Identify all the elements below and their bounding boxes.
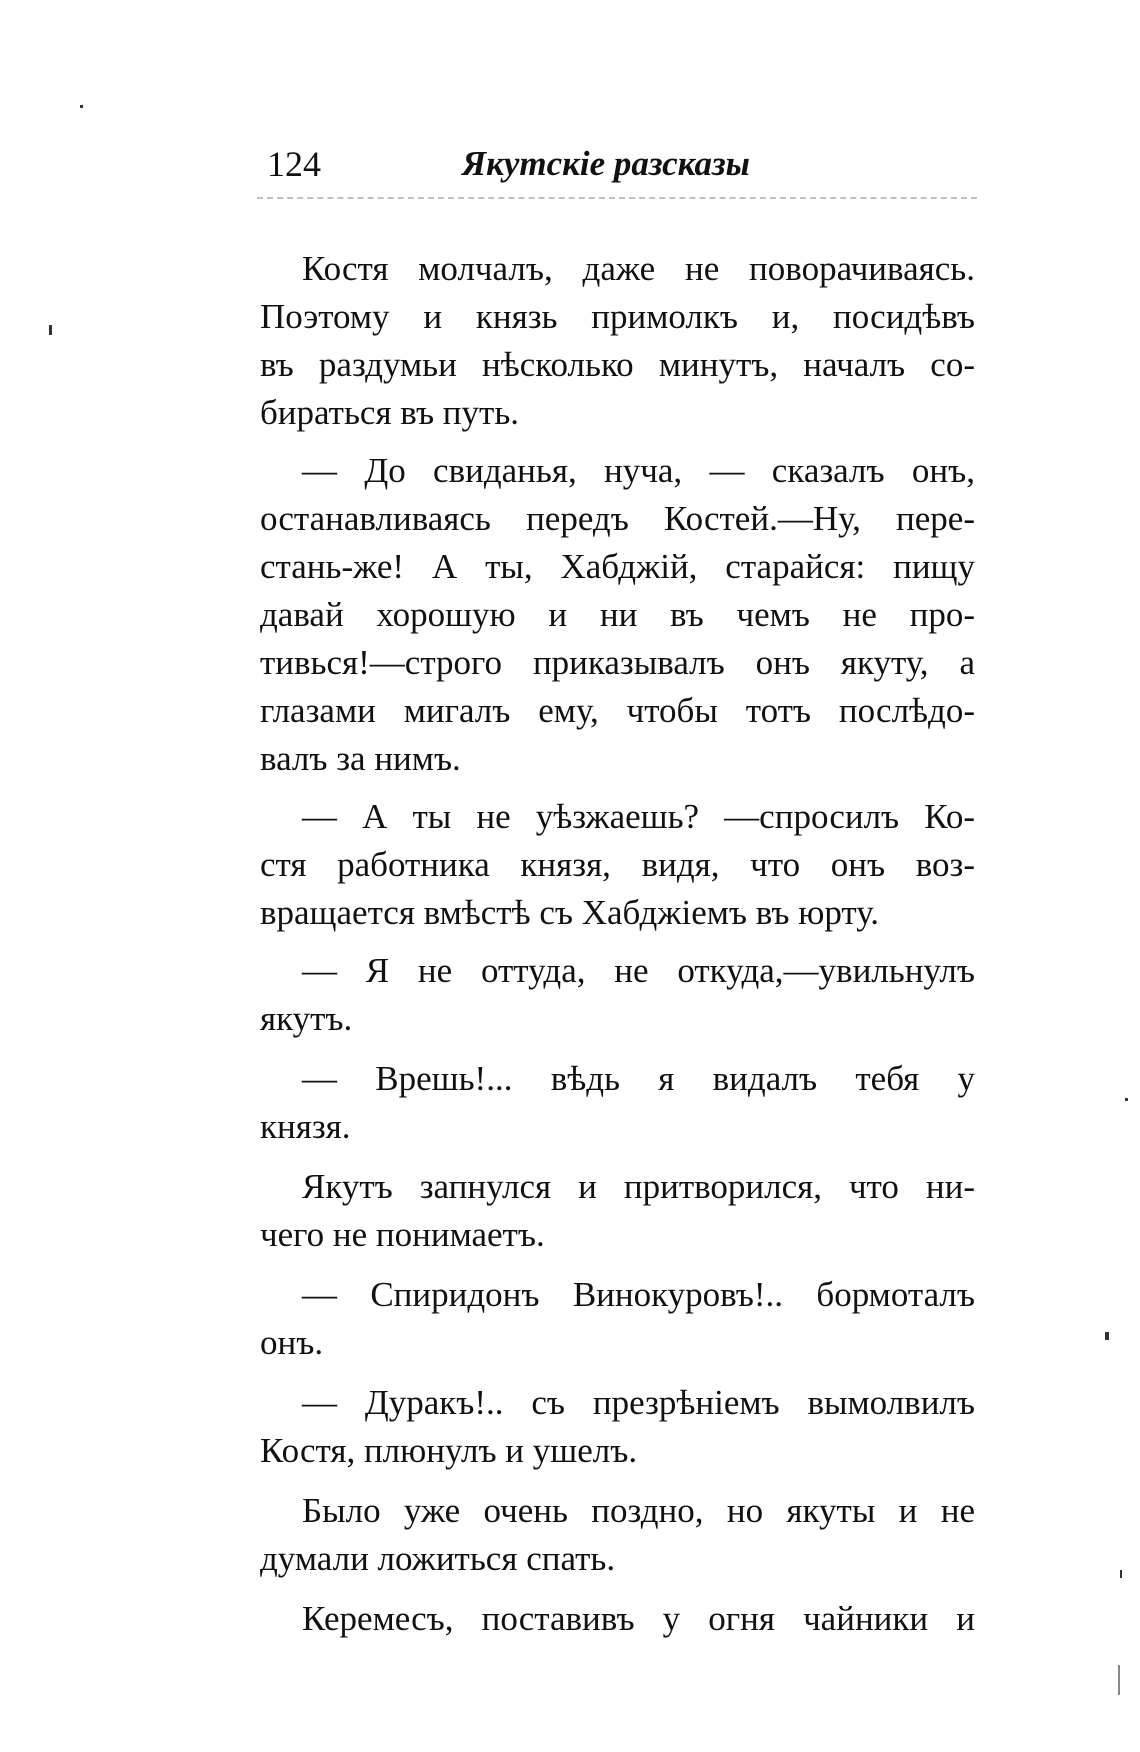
text-line: — Дуракъ!.. съ презрѣніемъ вымолвилъ — [302, 1383, 975, 1422]
scan-speck — [1125, 1098, 1128, 1101]
running-title: Якутскіе разсказы — [462, 144, 750, 183]
scan-speck — [1118, 1665, 1120, 1695]
page-number: 124 — [267, 144, 321, 184]
text-line: въ раздумьи нѣсколько минутъ, началъ со- — [260, 345, 975, 384]
text-line: думали ложиться спать. — [260, 1539, 616, 1578]
text-line: князя. — [260, 1107, 351, 1146]
text-line: Якутъ запнулся и притворился, что ни- — [302, 1167, 975, 1206]
text-line: Керемесъ, поставивъ у огня чайники и — [302, 1599, 975, 1638]
text-line: валъ за нимъ. — [260, 739, 461, 778]
scan-speck — [1105, 1332, 1109, 1340]
scan-speck — [80, 105, 83, 108]
paragraph — [260, 1163, 975, 1259]
running-head — [267, 142, 977, 192]
paragraph — [260, 245, 975, 437]
text-line: останавливаясь передъ Костей.—Ну, пере- — [260, 499, 975, 538]
text-line: — Я не оттуда, не откуда,—увильнулъ — [302, 951, 975, 990]
text-line: Костя, плюнулъ и ушелъ. — [260, 1431, 638, 1470]
text-line: Костя молчалъ, даже не поворачиваясь. — [302, 249, 975, 288]
text-line: давай хорошую и ни въ чемъ не про- — [260, 595, 975, 634]
paragraph — [260, 793, 975, 937]
scan-speck — [1120, 1570, 1122, 1578]
paragraph — [260, 947, 975, 1043]
text-line: — Врешь!... вѣдь я видалъ тебя у — [302, 1059, 975, 1098]
text-line: чего не понимаетъ. — [260, 1215, 545, 1254]
text-line: Поэтому и князь примолкъ и, посидѣвъ — [260, 297, 975, 336]
text-line: стя работника князя, видя, что онъ воз- — [260, 845, 975, 884]
text-line: онъ. — [260, 1323, 324, 1362]
paragraph — [260, 1055, 975, 1151]
text-line: вращается вмѣстѣ съ Хабджіемъ въ юрту. — [260, 893, 879, 932]
text-line: — Спиридонъ Винокуровъ!.. бормоталъ — [302, 1275, 975, 1314]
paragraph — [260, 1595, 975, 1643]
text-line: бираться въ путь. — [260, 393, 520, 432]
paragraph — [260, 1487, 975, 1583]
scan-speck — [49, 325, 52, 335]
text-line: стань-же! А ты, Хабджій, старайся: пищу — [260, 547, 975, 586]
text-line: — А ты не уѣзжаешь? —спросилъ Ко- — [302, 797, 975, 836]
text-line: Было уже очень поздно, но якуты и не — [302, 1491, 975, 1530]
paragraph — [260, 1271, 975, 1367]
text-line: тивься!—строго приказывалъ онъ якуту, а — [260, 643, 975, 682]
body-text — [260, 245, 975, 1643]
text-line: — До свиданья, нуча, — сказалъ онъ, — [302, 451, 975, 490]
text-line: якутъ. — [260, 999, 353, 1038]
header-rule — [257, 197, 977, 199]
paragraph — [260, 1379, 975, 1475]
text-line: глазами мигалъ ему, чтобы тотъ послѣдо- — [260, 691, 975, 730]
paragraph — [260, 447, 975, 783]
